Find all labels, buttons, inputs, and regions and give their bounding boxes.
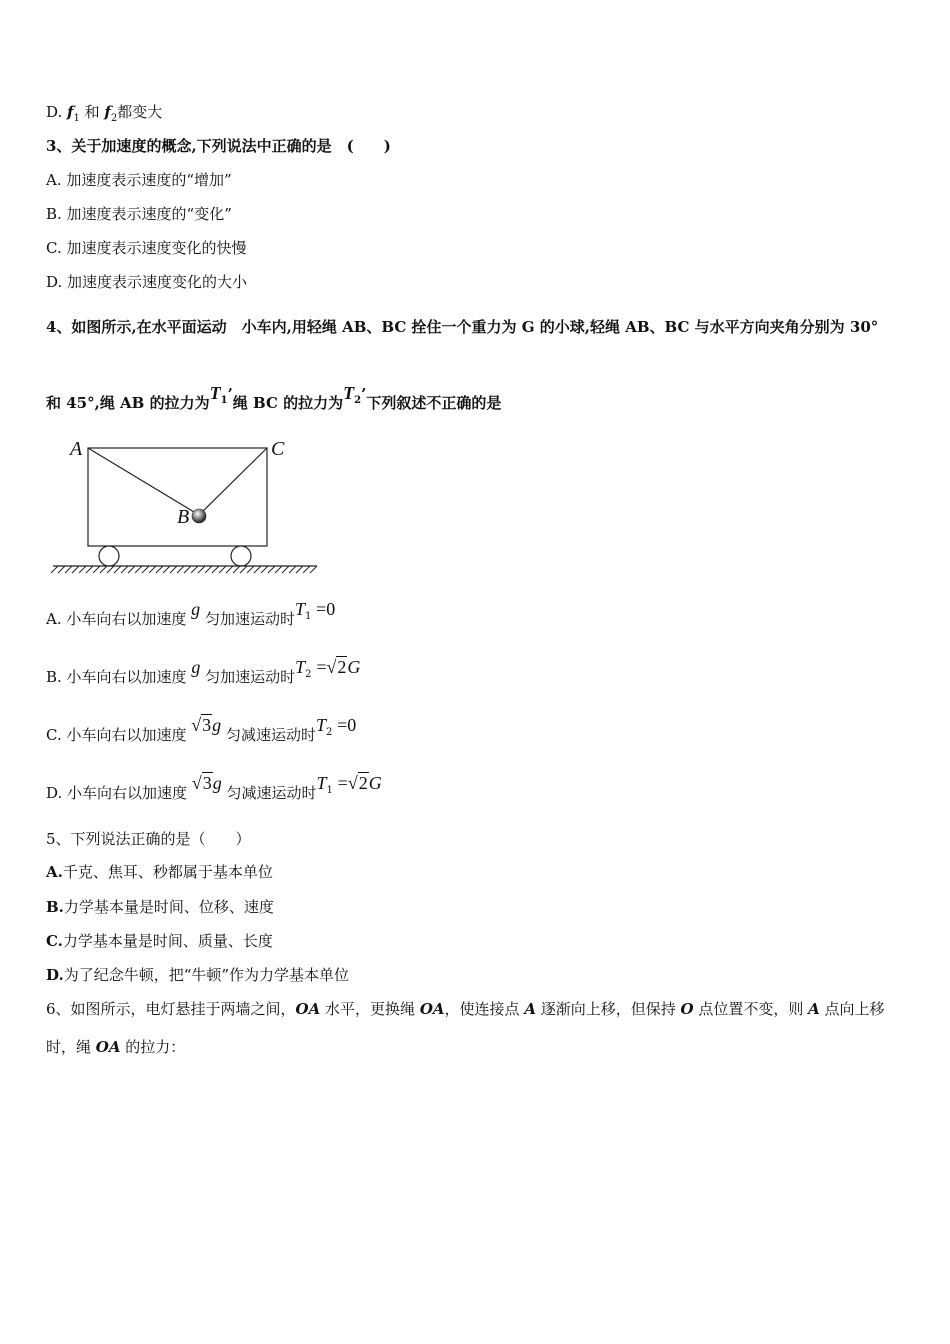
q3-option-a: A. 加速度表示速度的“增加” bbox=[46, 171, 232, 189]
rope-bc bbox=[199, 448, 267, 515]
sqrt-sign: √ bbox=[191, 773, 202, 793]
q3-option-d: D. 加速度表示速度变化的大小 bbox=[46, 273, 248, 291]
q4-option-a: A. 小车向右以加速度 g 匀加速运动时$T_1 =0$ bbox=[46, 599, 336, 628]
q4-stem-line2: 和 45°,绳 AB 的拉力为$T_1$’绳 BC 的拉力为$T_2$’下列叙述不正确的是 bbox=[46, 383, 502, 412]
q4-option-b: B. 小车向右以加速度 g 匀加速运动时$T_2 =√2G$ bbox=[46, 657, 361, 686]
q4-stem-line1: 4、如图所示,在水平面运动 小车内,用轻绳 AB、BC 拴住一个重力为 G 的小球,轻绳 AB、BC 与水平方向夹角分别为 30° bbox=[46, 318, 879, 336]
rope-ab bbox=[88, 448, 199, 515]
q5-stem: 5、下列说法正确的是（ ） bbox=[46, 830, 251, 848]
q3-option-c: C. 加速度表示速度变化的快慢 bbox=[46, 239, 247, 257]
q4-option-c: C. 小车向右以加速度 √3g 匀减速运动时$T_2 =0$ bbox=[46, 715, 357, 744]
sqrt-sign: √ bbox=[347, 773, 358, 793]
label-b: B bbox=[177, 506, 190, 528]
q2-option-d: D. $f_1$ 和 $f_2$都变大 bbox=[46, 103, 163, 124]
label-c: C bbox=[271, 438, 285, 460]
ball bbox=[192, 509, 206, 523]
q4-cart-figure bbox=[45, 430, 335, 580]
ground-hatch bbox=[51, 566, 317, 573]
q3-option-b: B. 加速度表示速度的“变化” bbox=[46, 205, 232, 223]
q6-stem-line1: 6、如图所示，电灯悬挂于两墙之间，OA 水平，更换绳 OA，使连接点 A 逐渐向上移，但保持 O 点位置不变，则 A 点向上移 bbox=[46, 1000, 885, 1018]
sqrt-sign: √ bbox=[191, 715, 202, 735]
q5-option-a: A.千克、焦耳、秒都属于基本单位 bbox=[46, 863, 273, 881]
q5-option-b: B.力学基本量是时间、位移、速度 bbox=[46, 898, 274, 916]
sqrt-sign: √ bbox=[326, 657, 337, 677]
q4-option-d: D. 小车向右以加速度 √3g 匀减速运动时$T_1 =√2G$ bbox=[46, 773, 382, 802]
q3-stem: 3、关于加速度的概念,下列说法中正确的是 ( ) bbox=[46, 137, 391, 155]
wheel-right bbox=[231, 546, 251, 566]
q5-option-d: D.为了纪念牛顿，把“牛顿”作为力学基本单位 bbox=[46, 966, 350, 984]
q5-option-c: C.力学基本量是时间、质量、长度 bbox=[46, 932, 273, 950]
q6-stem-line2: 时，绳 OA 的拉力： bbox=[46, 1038, 186, 1056]
cart-body bbox=[88, 448, 267, 546]
wheel-left bbox=[99, 546, 119, 566]
label-a: A bbox=[70, 438, 83, 460]
